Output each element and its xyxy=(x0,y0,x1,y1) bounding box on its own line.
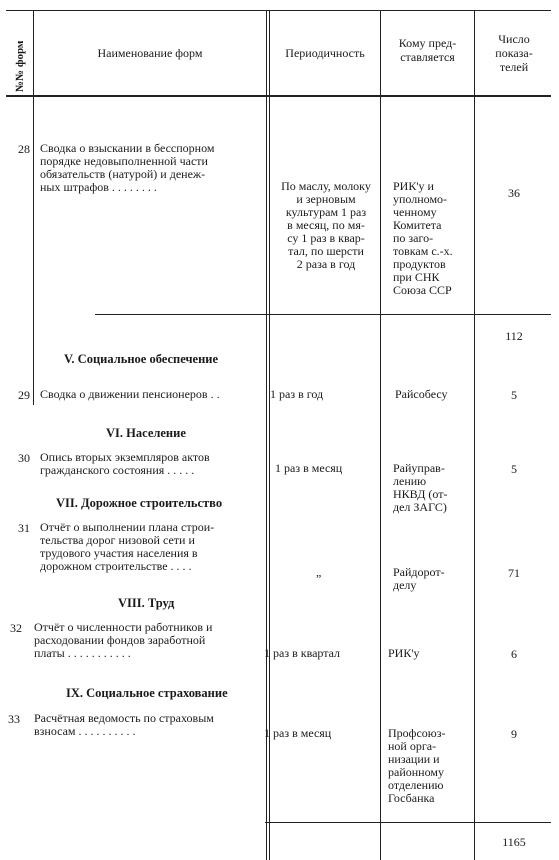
row-33-recipient: Профсоюз- ной орга- низации и районному отделению Госбанка xyxy=(388,726,446,805)
col-divider-1 xyxy=(33,10,34,405)
section-7-heading: VII. Дорожное строительство xyxy=(56,496,223,510)
row-30-name: Опись вторых экземпляров актов гражданского состояния . . . . . xyxy=(40,450,210,477)
total-rule xyxy=(265,822,551,823)
section-9-heading: IX. Социальное страхование xyxy=(66,686,228,700)
row-29-period: 1 раз в год xyxy=(270,387,324,401)
row-29-count: 5 xyxy=(511,388,517,402)
header-col-name: Наименование форм xyxy=(97,46,203,60)
row-29-recipient: Райсобесу xyxy=(395,387,448,401)
row-30-number: 30 xyxy=(18,451,30,465)
row-33-count: 9 xyxy=(511,727,517,741)
row-30-period: 1 раз в месяц xyxy=(275,461,343,475)
header-col-num: №№ форм xyxy=(14,40,26,92)
row-32-name: Отчёт о численности работников и расходовании фондов заработной платы . . . . . . . . . . . xyxy=(34,620,213,660)
row-28-number: 28 xyxy=(18,142,30,156)
row-31-period: „ xyxy=(316,565,322,579)
row-32-count: 6 xyxy=(511,647,517,661)
row-28-name: Сводка о взыскании в бесспорном порядке недовыполненной части обязательств (натурой) и денеж- ных штрафов . . . . . . . . xyxy=(40,141,215,194)
header-rule xyxy=(6,95,551,97)
subtotal-value: 112 xyxy=(505,329,523,343)
header-col-period: Периодичность xyxy=(285,46,365,60)
row-32-recipient: РИК'у xyxy=(388,646,420,660)
row-28-count: 36 xyxy=(508,186,520,200)
section-5-heading: V. Социальное обеспечение xyxy=(64,352,219,366)
row-31-count: 71 xyxy=(508,566,520,580)
row-29-number: 29 xyxy=(18,388,30,402)
row-33-number: 33 xyxy=(8,712,20,726)
row-28-period: По маслу, молоку и зерновым культурам 1 раз в месяц, по мя- су 1 раз в квар- тал, по шерсти 2 раза в год xyxy=(281,179,371,271)
header-col-count: Число показа- телей xyxy=(495,32,533,74)
row-33-name: Расчётная ведомость по страховым взносам . . . . . . . . . . xyxy=(34,711,214,738)
row-31-recipient: Райдорот- делу xyxy=(393,565,445,592)
section-6-heading: VI. Население xyxy=(106,426,186,440)
row-29-name: Сводка о движении пенсионеров . . xyxy=(40,387,220,401)
col-divider-3 xyxy=(380,10,381,860)
row-32-number: 32 xyxy=(10,621,22,635)
total-value: 1165 xyxy=(502,835,526,849)
row-28-recipient: РИК'у и уполномо- ченному Комитета по заго- товкам с.-х. продуктов при СНК Союза ССР xyxy=(393,179,453,297)
row-30-count: 5 xyxy=(511,462,517,476)
section-8-heading: VIII. Труд xyxy=(118,596,175,610)
subtotal-rule xyxy=(95,314,551,315)
row-31-name: Отчёт о выполнении плана строи- тельства дорог низовой сети и трудового участия населения в дорожном строительстве . . . . xyxy=(40,520,215,573)
top-rule xyxy=(6,10,551,11)
row-31-number: 31 xyxy=(18,521,30,535)
row-30-recipient: Райуправ- лению НКВД (от- дел ЗАГС) xyxy=(393,461,448,514)
header-col-to: Кому пред- ставляется xyxy=(398,36,457,64)
row-32-period: 1 раз в квартал xyxy=(264,646,341,660)
row-33-period: 1 раз в месяц xyxy=(264,726,332,740)
